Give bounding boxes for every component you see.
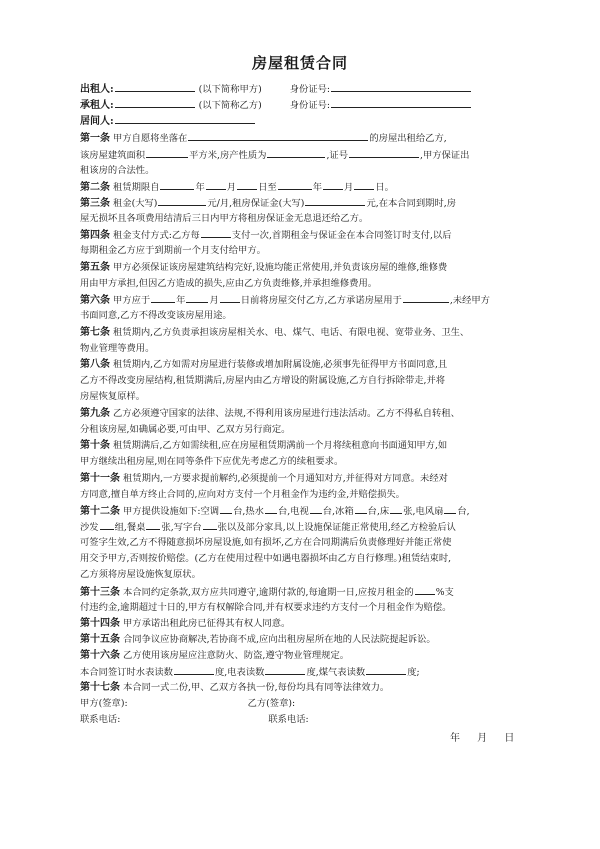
clause-12-line-1 — [80, 504, 545, 518]
clause-text: ,未经甲方 — [449, 295, 490, 306]
desk-count-blank[interactable] — [203, 520, 217, 530]
clause-text: 日至 — [258, 182, 277, 193]
clause-4-line-1 — [80, 228, 545, 242]
agent-label: 居间人: — [80, 116, 114, 127]
clause-text: 平方米,房产性质为 — [189, 150, 267, 161]
clause-6-line-2 — [80, 309, 545, 323]
clause-text: 张,写字台 — [161, 522, 202, 533]
clause-text: 书面同意,乙方不得改变该房屋用途。 — [80, 310, 232, 321]
clause-text: 年 — [312, 182, 323, 193]
fan-count-blank[interactable] — [444, 504, 456, 514]
clause-14-heading: 第十四条 — [80, 618, 120, 629]
clause-12-heading: 第十二条 — [80, 506, 120, 517]
clause-text: 台,热水 — [233, 506, 264, 517]
clause-text: 每期租金乙方应于到期前一个月支付给甲方。 — [80, 245, 266, 256]
clause-text: 用交予甲方,否则按价赔偿。(乙方在使用过程中如遇电器损坏由乙方自行修理。)租赁结束时, — [80, 553, 452, 564]
clause-text: 用由甲方承担,但因乙方造成的损失,应由乙方负责维修,并承担维修费用。 — [80, 278, 378, 289]
clause-text: 月 — [226, 182, 237, 193]
bed-count-blank[interactable] — [390, 504, 402, 514]
ac-count-blank[interactable] — [220, 504, 232, 514]
clause-text: %支 — [435, 587, 454, 598]
clause-text: 月 — [344, 182, 354, 193]
clause-text: 甲方应于 — [112, 295, 151, 306]
clause-text: 台,电视 — [277, 506, 309, 517]
certificate-no-blank[interactable] — [349, 148, 419, 158]
clause-text: 度,电表读数 — [214, 667, 265, 678]
start-month-blank[interactable] — [206, 180, 226, 190]
clause-text: 乙方使用该房屋应注意防火、防盗,遵守物业管理规定。 — [122, 650, 350, 661]
lessee-alias: (以下简称乙方) — [198, 100, 262, 111]
clause-3-heading: 第三条 — [80, 198, 110, 209]
party-b-signature-label: 乙方(签章): — [247, 698, 296, 709]
agent-row — [80, 114, 545, 128]
clause-text: 台,床 — [367, 506, 390, 517]
clause-text: 房屋恢复原样。 — [80, 391, 146, 402]
lessee-label: 承租人: — [80, 100, 114, 111]
clause-3-line-2 — [80, 212, 545, 226]
clause-17-heading: 第十七条 — [80, 682, 120, 693]
clause-text: 本合同约定条款,双方应共同遵守,逾期付款的,每逾期一日,应按月租金的 — [122, 587, 414, 598]
clause-text: 日前将房屋交付乙方,乙方承诺房屋用于 — [240, 295, 402, 306]
clause-text: 甲方承诺出租此房已征得其有权人同意。 — [122, 618, 291, 629]
clause-8-line-2 — [80, 374, 545, 388]
clause-text: 租赁期满后,乙方如需续租,应在房屋租赁期满前一个月将续租意向书面通知甲方,如 — [112, 440, 448, 451]
page-title: 房屋租赁合同 — [251, 54, 348, 72]
lessor-name-blank[interactable] — [115, 82, 195, 92]
address-blank[interactable] — [188, 131, 368, 141]
clause-9-line-1 — [80, 407, 545, 421]
clause-text: 方同意,擅自单方终止合同的,应向对方支付一个月租金作为违约金,并赔偿损失。 — [80, 489, 405, 500]
clause-text: 甲方提供设施如下:空调 — [122, 506, 220, 517]
start-year-blank[interactable] — [160, 180, 194, 190]
clause-5-heading: 第五条 — [80, 262, 110, 273]
lessee-name-blank[interactable] — [115, 98, 195, 108]
clause-text: 本合同签订时水表读数 — [80, 667, 173, 678]
end-month-blank[interactable] — [323, 180, 343, 190]
clause-17-line-1 — [80, 681, 545, 695]
contact-row — [80, 713, 545, 727]
clause-text: 度,煤气表读数 — [306, 667, 366, 678]
clause-text: 甲方必须保证该房屋建筑结构完好,设施均能正常使用,并负责该房屋的维修,维修费 — [112, 262, 448, 273]
penalty-rate-blank[interactable] — [415, 585, 435, 595]
clause-text: 租赁期限自 — [112, 182, 160, 193]
clause-text: 乙方须将房屋设施恢复原状。 — [80, 569, 201, 580]
clause-7-line-2 — [80, 342, 545, 356]
clause-text: 度; — [407, 667, 420, 678]
clause-1-heading: 第一条 — [80, 133, 110, 144]
clause-7-heading: 第七条 — [80, 327, 110, 338]
clause-1-line-3 — [80, 164, 545, 178]
lessor-id-label: 身份证号: — [289, 84, 331, 95]
clause-13-line-2 — [80, 601, 545, 615]
clause-9-heading: 第九条 — [80, 408, 110, 419]
clause-2-line-1 — [80, 180, 545, 194]
clause-text: 年 — [195, 182, 205, 193]
clause-text: 可签字生效,乙方不得随意损坏房屋设施,如有损坏,乙方在合同期满后负责修理好并能正常使 — [80, 537, 452, 548]
clause-8-heading: 第八条 — [80, 359, 110, 370]
delivery-month-blank[interactable] — [186, 293, 208, 303]
lessor-id-blank[interactable] — [331, 82, 471, 92]
lessee-id-blank[interactable] — [331, 98, 471, 108]
start-day-blank[interactable] — [237, 180, 257, 190]
clause-text: 物业管理等费用。 — [80, 343, 155, 354]
clause-12-line-3 — [80, 536, 545, 550]
clause-10-line-1 — [80, 439, 545, 453]
clause-7-line-1 — [80, 326, 545, 340]
clause-3-line-1 — [80, 196, 545, 210]
clause-15-line-1 — [80, 633, 545, 647]
fridge-count-blank[interactable] — [355, 504, 367, 514]
lessor-row — [80, 82, 545, 96]
lessor-alias: (以下简称甲方) — [198, 84, 262, 95]
clause-text: 张,电风扇 — [403, 506, 444, 517]
clause-text: 台,冰箱 — [322, 506, 354, 517]
clause-text: 乙方不得改变房屋结构,租赁期满后,房屋内由乙方增设的附属设施,乙方自行拆除带走,并将 — [80, 375, 446, 386]
clause-4-heading: 第四条 — [80, 230, 110, 241]
usage-purpose-blank[interactable] — [403, 293, 449, 303]
meter-readings-line — [80, 665, 545, 679]
gas-meter-blank[interactable] — [366, 665, 406, 675]
clause-9-line-2 — [80, 423, 545, 437]
water-heater-count-blank[interactable] — [265, 504, 277, 514]
party-a-contact-label: 联系电话: — [80, 714, 121, 725]
clause-text: 该房屋建筑面积 — [80, 150, 146, 161]
clause-text: 屋无损坏且各项费用结清后三日内甲方将租房保证金无息退还给乙方。 — [80, 213, 369, 224]
clause-text: 元/月,租房保证金(大写) — [207, 198, 305, 209]
clause-text: 租赁期内,乙方负责承担该房屋相关水、电、煤气、电话、有限电视、宽带业务、卫生、 — [112, 327, 470, 338]
clause-10-line-2 — [80, 455, 545, 469]
clause-text: 张以及部分家具,以上设施保证能正常使用,经乙方检验后认 — [217, 522, 456, 533]
clause-text: 付违约金,逾期超过十日的,甲方有权解除合同,并有权要求违约方支付一个月租金作为赔偿。 — [80, 602, 452, 613]
clause-12-line-2 — [80, 520, 545, 534]
clause-text: 乙方必须遵守国家的法律、法规,不得利用该房屋进行违法活动。乙方不得私自转租、 — [112, 408, 460, 419]
clause-text: 租金支付方式:乙方每 — [112, 230, 200, 241]
clause-5-line-1 — [80, 261, 545, 275]
clause-text: 元,在本合同到期时,房 — [366, 198, 457, 209]
clause-2-heading: 第二条 — [80, 182, 110, 193]
clause-8-line-3 — [80, 390, 545, 404]
clause-text: 租该房的合法性。 — [80, 165, 155, 176]
clause-text: 日。 — [375, 182, 394, 193]
area-blank[interactable] — [146, 148, 188, 158]
clause-11-heading: 第十一条 — [80, 473, 120, 484]
agent-name-blank[interactable] — [115, 114, 255, 124]
table-count-blank[interactable] — [146, 520, 160, 530]
clause-text: 合同争议应协商解决,若协商不成,应向出租房屋所在地的人民法院提起诉讼。 — [122, 634, 436, 645]
clause-text: 组,餐桌 — [114, 522, 146, 533]
clause-11-line-1 — [80, 472, 545, 486]
end-year-blank[interactable] — [278, 180, 312, 190]
property-type-blank[interactable] — [267, 148, 325, 158]
clause-14-line-1 — [80, 617, 545, 631]
clause-text: ,甲方保证出 — [420, 150, 470, 161]
delivery-day-blank[interactable] — [220, 293, 240, 303]
clause-text: 月 — [209, 295, 219, 306]
delivery-year-blank[interactable] — [151, 293, 175, 303]
clause-text: 台, — [457, 506, 470, 517]
tv-count-blank[interactable] — [310, 504, 322, 514]
clause-text: 租赁期内,一方要求提前解约,必须提前一个月通知对方,并征得对方同意。未经对 — [122, 473, 448, 484]
payment-period-blank[interactable] — [201, 228, 231, 238]
lessee-id-label: 身份证号: — [289, 100, 331, 111]
party-a-signature-label: 甲方(签章): — [80, 698, 128, 709]
sofa-count-blank[interactable] — [100, 520, 114, 530]
clause-16-heading: 第十六条 — [80, 650, 120, 661]
clause-12-line-5 — [80, 568, 545, 582]
clause-16-line-1 — [80, 649, 545, 663]
clause-6-line-1 — [80, 293, 545, 307]
clause-6-heading: 第六条 — [80, 295, 110, 306]
clause-5-line-2 — [80, 277, 545, 291]
clause-text: 支付一次,首期租金与保证金在本合同签订时支付,以后 — [231, 230, 452, 241]
clause-1-line-2 — [80, 148, 545, 162]
clause-text: 年 — [176, 295, 186, 306]
deposit-amount-blank[interactable] — [305, 196, 365, 206]
clause-4-line-2 — [80, 244, 545, 258]
lessee-row — [80, 98, 545, 112]
clause-text: 甲方自愿将坐落在 — [112, 133, 188, 144]
clause-13-heading: 第十三条 — [80, 587, 120, 598]
clause-8-line-1 — [80, 358, 545, 372]
lessor-label: 出租人: — [80, 84, 114, 95]
clause-text: 的房屋出租给乙方, — [369, 133, 447, 144]
party-b-contact-label: 联系电话: — [268, 714, 309, 725]
clause-12-line-4 — [80, 552, 545, 566]
clause-1-line-1 — [80, 131, 545, 145]
clause-text: 租赁期内,乙方如需对房屋进行装修或增加附属设施,必须事先征得甲方书面同意,且 — [112, 359, 448, 370]
clause-10-heading: 第十条 — [80, 440, 110, 451]
water-meter-blank[interactable] — [174, 665, 214, 675]
signing-date: 年 月 日 — [450, 733, 515, 744]
clause-text: 沙发 — [80, 522, 99, 533]
end-day-blank[interactable] — [354, 180, 374, 190]
signature-row — [80, 697, 545, 711]
clause-text: 甲方继续出租房屋,则在同等条件下应优先考虑乙方的续租要求。 — [80, 456, 344, 467]
clause-15-heading: 第十五条 — [80, 634, 120, 645]
clause-text: ,证号 — [326, 150, 348, 161]
rent-amount-blank[interactable] — [158, 196, 206, 206]
electric-meter-blank[interactable] — [265, 665, 305, 675]
clause-text: 本合同一式二份,甲、乙双方各执一份,每份均具有同等法律效力。 — [122, 682, 390, 693]
clause-13-line-1 — [80, 585, 545, 599]
clause-text: 分租该房屋,如确属必要,可由甲、乙双方另行商定。 — [80, 424, 291, 435]
clause-11-line-2 — [80, 488, 545, 502]
clause-text: 租金(大写) — [112, 198, 158, 209]
